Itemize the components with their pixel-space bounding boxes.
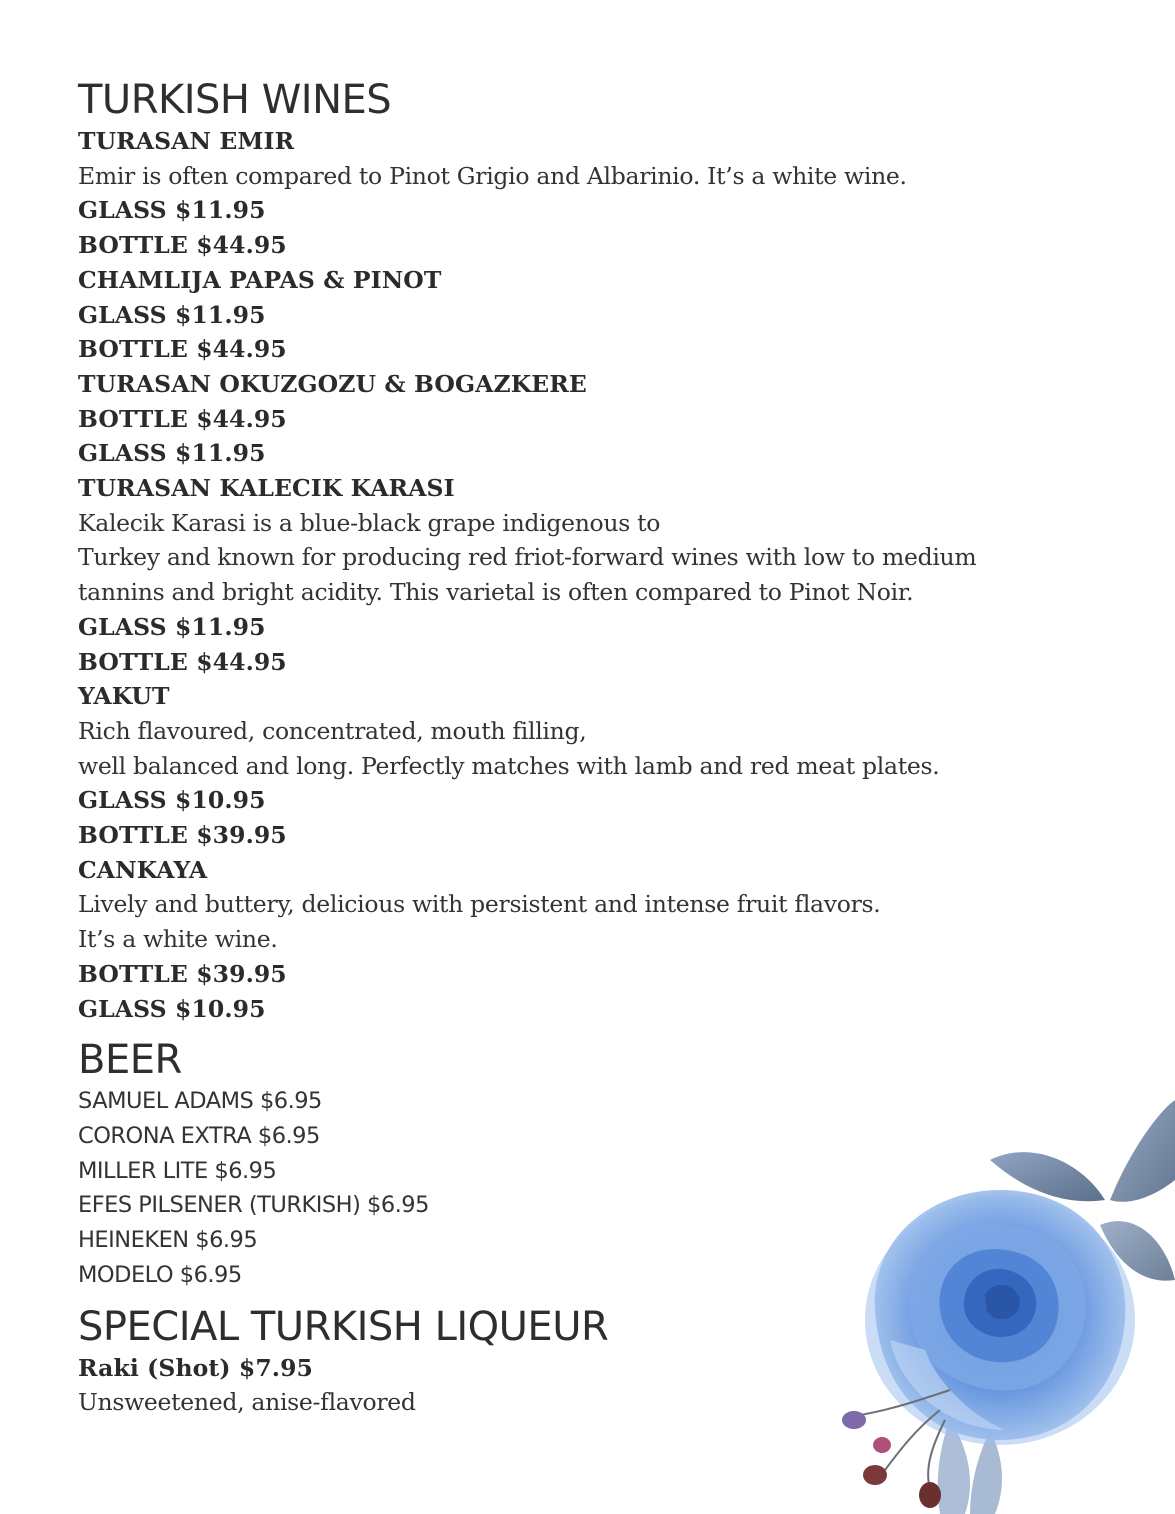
beer-item: CORONA EXTRA $6.95 xyxy=(78,1122,320,1149)
liqueur-title: SPECIAL TURKISH LIQUEUR xyxy=(78,1303,609,1350)
wine-description: Lively and buttery, delicious with persistent and intense fruit flavors. xyxy=(78,890,881,919)
turkish-wines-title: TURKISH WINES xyxy=(78,77,392,123)
wine-heading-or-price: BOTTLE $44.95 xyxy=(78,335,287,364)
wine-description: Emir is often compared to Pinot Grigio and Albarinio. It’s a white wine. xyxy=(78,161,907,190)
wine-heading-or-price: BOTTLE $44.95 xyxy=(78,231,287,260)
wine-heading-or-price: BOTTLE $44.95 xyxy=(78,404,287,433)
wine-heading-or-price: TURASAN KALECIK KARASI xyxy=(78,474,455,503)
beer-item: MILLER LITE $6.95 xyxy=(78,1157,277,1184)
wine-heading-or-price: CHAMLIJA PAPAS & PINOT xyxy=(78,265,442,294)
wine-heading-or-price: BOTTLE $39.95 xyxy=(78,959,287,988)
wine-heading-or-price: BOTTLE $44.95 xyxy=(78,647,287,676)
wine-description: Rich flavoured, concentrated, mouth filling, xyxy=(78,716,587,745)
liqueur-item-description: Unsweetened, anise-flavored xyxy=(78,1388,416,1417)
wine-heading-or-price: GLASS $11.95 xyxy=(78,612,266,641)
wine-heading-or-price: CANKAYA xyxy=(78,855,208,884)
wine-heading-or-price: GLASS $11.95 xyxy=(78,439,266,468)
wine-description: Kalecik Karasi is a blue-black grape indigenous to xyxy=(78,508,661,537)
beer-item: HEINEKEN $6.95 xyxy=(78,1227,258,1254)
wine-description: tannins and bright acidity. This varietal is often compared to Pinot Noir. xyxy=(78,578,914,607)
wine-description: Turkey and known for producing red friot-forward wines with low to medium xyxy=(78,543,977,572)
wine-heading-or-price: GLASS $10.95 xyxy=(78,786,266,815)
wine-heading-or-price: BOTTLE $39.95 xyxy=(78,821,287,850)
turkish-wines-list xyxy=(78,124,1118,1026)
beer-title: BEER xyxy=(78,1037,182,1084)
blue-rose-icon xyxy=(830,1090,1175,1514)
wine-heading-or-price: YAKUT xyxy=(78,682,170,711)
wine-heading-or-price: GLASS $11.95 xyxy=(78,300,266,329)
beer-item: EFES PILSENER (TURKISH) $6.95 xyxy=(78,1192,429,1219)
wine-description: well balanced and long. Perfectly matches with lamb and red meat plates. xyxy=(78,751,940,780)
liqueur-item-name: Raki (Shot) $7.95 xyxy=(78,1353,313,1382)
wine-heading-or-price: TURASAN OKUZGOZU & BOGAZKERE xyxy=(78,369,587,398)
wine-heading-or-price: GLASS $10.95 xyxy=(78,994,266,1023)
wine-description: It’s a white wine. xyxy=(78,925,278,954)
beer-item: SAMUEL ADAMS $6.95 xyxy=(78,1088,322,1115)
wine-heading-or-price: TURASAN EMIR xyxy=(78,127,295,155)
wine-heading-or-price: GLASS $11.95 xyxy=(78,196,266,225)
beer-item: MODELO $6.95 xyxy=(78,1261,242,1288)
